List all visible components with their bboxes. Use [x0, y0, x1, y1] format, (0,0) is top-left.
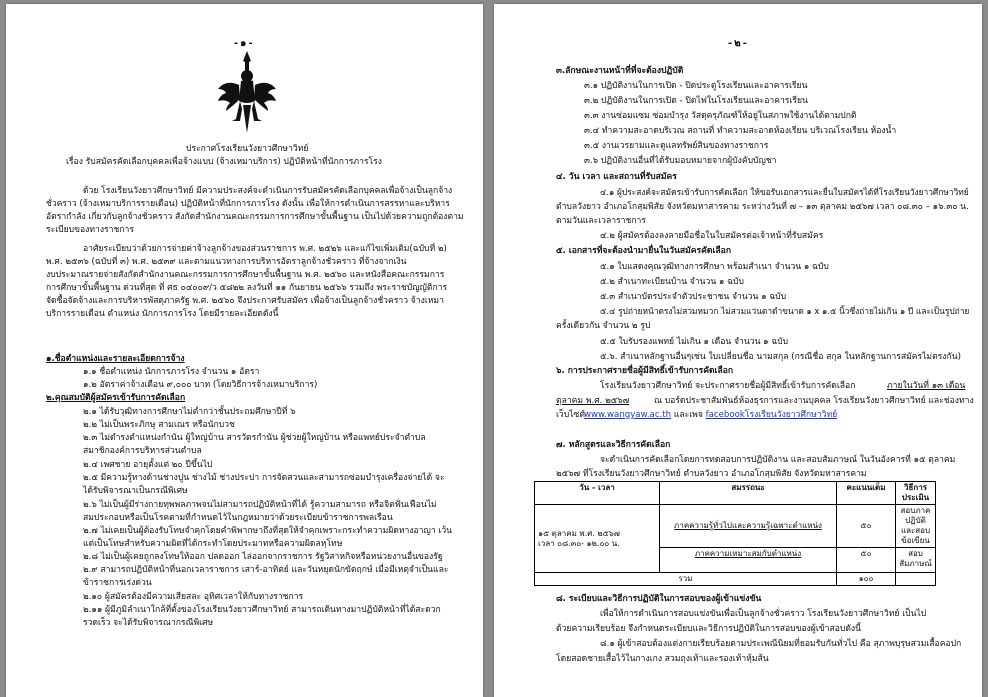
text-line: จะดำเนินการคัดเลือกโดยการทดสอบการปฏิบัติงาน และสอบสัมภาษณ์ ในวันอังคารที่ ๑๕ ตุลาคม — [600, 455, 956, 465]
method-line: สอบภาคปฏิบัติ — [900, 506, 931, 525]
text-line: บริการรายเดือน ตำแหน่ง นักการภารโรง โดยมีรายละเอียดดังนี้ — [46, 309, 279, 319]
total-label: รวม — [535, 573, 837, 586]
text-line: ประกาศโรงเรียนวังยาวศึกษาวิทย์ — [186, 144, 309, 154]
text-line: ๒.๑๑ ผู้มีภูมิลำเนาใกล้ที่ตั้งของโรงเรียนวังยาวศึกษาวิทย์ สามารถเดินทางมาปฏิบัติหน้าที่ได้สะดวก — [83, 605, 441, 615]
schedule-date: ๑๕ ตุลาคม พ.ศ. ๒๕๖๗ — [538, 528, 620, 538]
table-total-row — [535, 573, 936, 586]
text-line: ๗. หลักสูตรและวิธีการคัดเลือก — [556, 440, 671, 450]
text-line: โรงเรียนวังยาวศึกษาวิทย์ จะประกาศรายชื่อผู้มีสิทธิ์เข้ารับการคัดเลือก — [600, 381, 856, 391]
text-line: เพื่อให้การดำเนินการสอบแข่งขันเพื่อเป็นลูกจ้างชั่วคราว โรงเรียนวังยาวศึกษาวิทย์ เป็นไป — [600, 609, 927, 619]
text-line: ๕.๔ รูปถ่ายหน้าตรงไม่สวมหมวก ไม่สวมแว่นตาดำขนาด ๑ x ๑.๕ นิ้วซึ่งถ่ายไม่เกิน ๑ ปี และเป็นรูปถ่าย — [600, 306, 970, 316]
text-line: ตามวันและเวลาราชการ — [556, 216, 646, 226]
facebook-page-link[interactable]: facebookโรงเรียนวังยาวศึกษาวิทย์ — [705, 410, 838, 420]
text-line: ๒.๕ มีความรู้ทางด้านช่างปูน ช่างไม้ ช่างประปา การจัดสวนและสามารถซ่อมบำรุงเครื่องจ่ายได้ จะ — [83, 473, 445, 483]
text-line: ด้วย โรงเรียนวังยาวศึกษาวิทย์ มีความประสงค์จะดำเนินการรับสมัครคัดเลือกบุคคลเพื่อจ้างเป็นลูกจ้าง — [83, 186, 453, 196]
score-cell: ๕๐ — [837, 505, 896, 548]
text-line: ๒.๑ ได้รับวุฒิทางการศึกษาไม่ต่ำกว่าชั้นประถมศึกษาปีที่ ๖ — [83, 407, 296, 417]
schedule-date-cell — [535, 505, 660, 573]
text-line: ได้รับพิจารณาเป็นกรณีพิเศษ — [83, 486, 188, 496]
text-line: ชั่วคราว (จ้างเหมาบริการรายเดือน) ปฏิบัติหน้าที่นักการภารโรง ดังนั้น เพื่อให้การดำเนินการสรรหาและบริหาร — [46, 199, 450, 209]
text-line: ๒.๓ ไม่ดำรงตำแหน่งกำนัน ผู้ใหญ่บ้าน สารวัตรกำนัน ผู้ช่วยผู้ใหญ่บ้าน หรือแพทย์ประจำตำบล — [83, 433, 426, 443]
text-line: สมาชิกองค์การบริหารส่วนตำบล — [83, 446, 202, 456]
document-page-left — [6, 4, 483, 697]
table-header: สมรรถนะ — [660, 482, 837, 505]
page-number: -๑- — [234, 38, 255, 49]
text-line: ๕.๑ ใบแสดงคุณวุฒิทางการศึกษา พร้อมสำเนา จำนวน ๑ ฉบับ — [600, 262, 829, 272]
text-line: โดยสอดชายเสื้อไว้ในกางเกง สวมถุงเท้าและรองเท้าหุ้มส้น — [556, 654, 769, 664]
table-row — [535, 505, 936, 548]
text-line: ๔. วัน เวลา และสถานที่รับสมัคร — [556, 172, 677, 182]
text-line: ๒.๙ สามารถปฏิบัติหน้าที่นอกเวลาราชการ เสาร์-อาทิตย์ และวันหยุดนักขัตฤกษ์ เมื่อมีเหตุจำเป็นและ — [83, 565, 449, 575]
text-line: อัตรากำลัง เกี่ยวกับลูกจ้างชั่วคราว สังกัดสำนักงานคณะกรรมการการศึกษาขั้นพื้นฐาน เป็นไปด้วยความถูกต้องตาม — [46, 212, 464, 222]
text-line: ๔.๑ ผู้ประสงค์จะสมัครเข้ารับการคัดเลือก ให้ขอรับเอกสารและยื่นใบสมัครได้ที่โรงเรียนวังยาวศึกษาวิทย์ — [600, 187, 969, 197]
text-line: ระเบียบของทางราชการ — [46, 225, 134, 235]
text-line: ๒.๘ ไม่เป็นผู้เคยถูกลงโทษให้ออก ปลดออก ไล่ออกจากราชการ รัฐวิสาหกิจหรือหน่วยงานอื่นของรัฐ — [83, 552, 443, 562]
text-line: สมประกอบหรือเป็นโรคตามที่กำหนดไว้ในกฎหมายว่าด้วยระเบียบข้าราชการพลเรือน — [83, 513, 393, 523]
text-line: ๓.๕ งานเวรยามและดูแลทรัพย์สินของทางราชการ — [584, 141, 769, 151]
text-line: ๒.๑๐ ผู้สมัครต้องมีความเสียสละ อุทิศเวลาให้กับทางราชการ — [83, 592, 304, 602]
text-line: ๕.๖. สำเนาหลักฐานอื่นๆเช่น ใบเปลี่ยนชื่อ นามสกุล (กรณีชื่อ สกุล ในหลักฐานการสมัครไม่ตรงกัน) — [600, 352, 961, 362]
text-line: ข้าราชการเร่งด่วน — [83, 578, 152, 588]
method-cell: สอบสัมภาษณ์ — [896, 548, 936, 573]
text-line: เว็บไซต์ — [556, 410, 585, 420]
text-line: ๑.ชื่อตำแหน่งและรายละเอียดการจ้าง — [46, 354, 185, 364]
text-line: ๒.คุณสมบัติผู้สมัครเข้ารับการคัดเลือก — [46, 393, 186, 403]
text-line: ๔.๒ ผู้สมัครต้องลงลายมือชื่อในใบสมัครต่อเจ้าหน้าที่รับสมัคร — [600, 231, 824, 241]
text-line: ตำบลวังยาว อำเภอโกสุมพิสัย จังหวัดมหาสารคาม ระหว่างวันที่ ๗ – ๑๓ ตุลาคม ๒๕๖๗ เวลา ๐๘.๓๐ – ๑๖.๓๐ น. — [556, 202, 969, 212]
text-line: ๕.๕ ใบรับรองแพทย์ ไม่เกิน ๑ เดือน จำนวน ๑ ฉบับ — [600, 337, 789, 347]
text-line: ๓.๔ ทำความสะอาดบริเวณ สถานที่ ทำความสะอาดห้องเรียน บริเวณโรงเรียน ห้องน้ำ — [584, 126, 897, 136]
text-line: ๒๕๖๗ ที่โรงเรียนวังยาวศึกษาวิทย์ ตำบลวังยาว อำเภอโกสุมพิสัย จังหวัดมหาสารคาม — [556, 469, 867, 479]
text-line: ๕. เอกสารที่จะต้องนำมายื่นในวันสมัครคัดเลือก — [556, 246, 732, 256]
text-line: ๓.๑ ปฏิบัติงานในการเปิด - ปิดประตูโรงเรียนและอาคารเรียน — [584, 81, 808, 91]
table-header: คะแนนเต็ม — [837, 482, 896, 505]
text-line: แต่เป็นโทษสำหรับความผิดที่ได้กระทำโดยประมาทหรือความผิดลหุโทษ — [83, 539, 343, 549]
table-header: วัน - เวลา — [535, 482, 660, 505]
method-line: และสอบข้อเขียน — [900, 526, 931, 545]
document-page-right — [494, 4, 982, 697]
text-line: ครั้งเดียวกัน จำนวน ๒ รูป — [556, 321, 651, 331]
total-score: ๑๐๐ — [837, 573, 896, 586]
text-line: ๘.๑ ผู้เข้าสอบต้องแต่งกายเรียบร้อยตามประเพณีนิยมที่ยอมรับกันทั่วไป คือ สุภาพบุรุษสวมเสื้อคอปก — [600, 639, 962, 649]
text-line: ๒.๒ ไม่เป็นพระภิกษุ สามเณร หรือนักบวช — [83, 420, 235, 430]
garuda-emblem — [216, 49, 278, 135]
text-line: พ.ศ. ๒๕๓๖ (ฉบับที่ ๓) พ.ศ. ๒๕๓๙ และตามแนวทางการบริหารอัตราลูกจ้างชั่วคราว ที่จ้างจากเงิน — [46, 257, 407, 267]
text-line: ๑.๑ ชื่อตำแหน่ง นักการภารโรง จำนวน ๑ อัตรา — [83, 367, 260, 377]
text-line: จัดซื้อจัดจ้างและการบริหารพัสดุภาครัฐ พ.ศ. ๒๕๖๐ จึงประกาศรับสมัคร เพื่อจ้างเป็นลูกจ้างชั่วคราว จ้างเหมา — [46, 296, 444, 306]
schedule-time: เวลา ๐๘.๓๐- ๑๒.๐๐ น. — [538, 538, 620, 548]
competency-cell: ภาคความรู้ทั่วไปและความรู้เฉพาะตำแหน่ง — [660, 505, 837, 548]
text-line: ๓.๒ ปฏิบัติงานในการเปิด - ปิดไฟในโรงเรียนและอาคารเรียน — [584, 96, 808, 106]
text-line: ตุลาคม พ.ศ. ๒๕๖๗ — [556, 396, 630, 406]
competency-cell: ภาคความเหมาะสมกับตำแหน่ง — [660, 548, 837, 573]
empty-cell — [896, 573, 936, 586]
text-line: ๓.๓ งานซ่อมแซม ซ่อมบำรุง วัสดุครุภัณฑ์ให้อยู่ในสภาพใช้งานได้ตามปกติ — [584, 111, 857, 121]
selection-schedule-table — [534, 481, 936, 586]
text-line: ๒.๗ ไม่เคยเป็นผู้ต้องรับโทษจำคุกโดยคำพิพากษาถึงที่สุดให้จำคุกเพราะกระทำความผิดทางอาญา เว้น — [83, 526, 453, 536]
text-line: การศึกษาขั้นพื้นฐาน ด่วนที่สุด ที่ ศธ ๐๔๐๐๙/ว ๕๘๒๒ ลงวันที่ ๑๑ กันยายน ๒๕๖๖ รวมถึง พระราชบัญญัติการ — [46, 283, 448, 293]
text-line: เรื่อง รับสมัครคัดเลือกบุคคลเพื่อจ้างแบบ (จ้างเหมาบริการ) ปฏิบัติหน้าที่นักการภารโรง — [66, 157, 382, 167]
method-cell — [896, 505, 936, 548]
text-line: ภายในวันที่ ๑๓ เดือน — [887, 381, 966, 391]
text-line: ณ บอร์ดประชาสัมพันธ์ห้องธุรการและงานบุคคล โรงเรียนวังยาวศึกษาวิทย์ และช่องทาง — [654, 396, 974, 406]
website-links — [584, 410, 837, 421]
text-line: ๓.๖ ปฏิบัติงานอื่นที่ได้รับมอบหมายจากผู้บังคับบัญชา — [584, 156, 777, 166]
text-line: ๒.๖ ไม่เป็นผู้มีร่างกายทุพพลภาพจนไม่สามารถปฏิบัติหน้าที่ได้ รู้ความสามารถ หรือจิตฟั่นเฟือนไม่ — [83, 500, 437, 510]
text-line: ๖. การประกาศรายชื่อผู้มีสิทธิ์เข้ารับการคัดเลือก — [556, 366, 734, 376]
text-line: ๒.๔ เพศชาย อายุตั้งแต่ ๒๐ ปีขึ้นไป — [83, 460, 213, 470]
text-line: งบประมาณรายจ่ายสังกัดสำนักงานคณะกรรมการการศึกษาขั้นพื้นฐาน พ.ศ. ๒๕๖๐ และหนังสือคณะกรรมการ — [46, 270, 445, 280]
text-line: ๕.๓ สำเนาบัตรประจำตัวประชาชน จำนวน ๑ ฉบับ — [600, 292, 787, 302]
link-connector: และเพจ — [673, 410, 703, 420]
table-header-row — [535, 482, 936, 505]
page-number: -๒- — [728, 38, 749, 49]
text-line: ๑.๒ อัตราค่าจ้างเดือน ๙,๐๐๐ บาท (โดยวิธีการจ้างเหมาบริการ) — [83, 380, 318, 390]
website-link[interactable]: www.wangyaw.ac.th — [584, 410, 672, 420]
score-cell: ๕๐ — [837, 548, 896, 573]
text-line: อาศัยระเบียบว่าด้วยการจ่ายค่าจ้างลูกจ้างของส่วนราชการ พ.ศ. ๒๕๒๖ และแก้ไขเพิ่มเติม(ฉบับที่ ๒) — [83, 244, 447, 254]
text-line: ๓.ลักษณะงานหน้าที่ที่จะต้องปฏิบัติ — [556, 66, 684, 76]
text-line: ๘. ระเบียบและวิธีการปฏิบัติในการสอบของผู้เข้าแข่งขัน — [556, 594, 762, 604]
text-line: ด้วยความเรียบร้อย จึงกำหนดระเบียบและวิธีการปฏิบัติในการสอบของผู้เข้าสอบดังนี้ — [556, 624, 861, 634]
text-line: รวดเร็ว จะได้รับพิจารณากรณีพิเศษ — [83, 618, 214, 628]
text-line: ๕.๒ สำเนาทะเบียนบ้าน จำนวน ๑ ฉบับ — [600, 277, 744, 287]
table-header: วิธีการประเมิน — [896, 482, 936, 505]
